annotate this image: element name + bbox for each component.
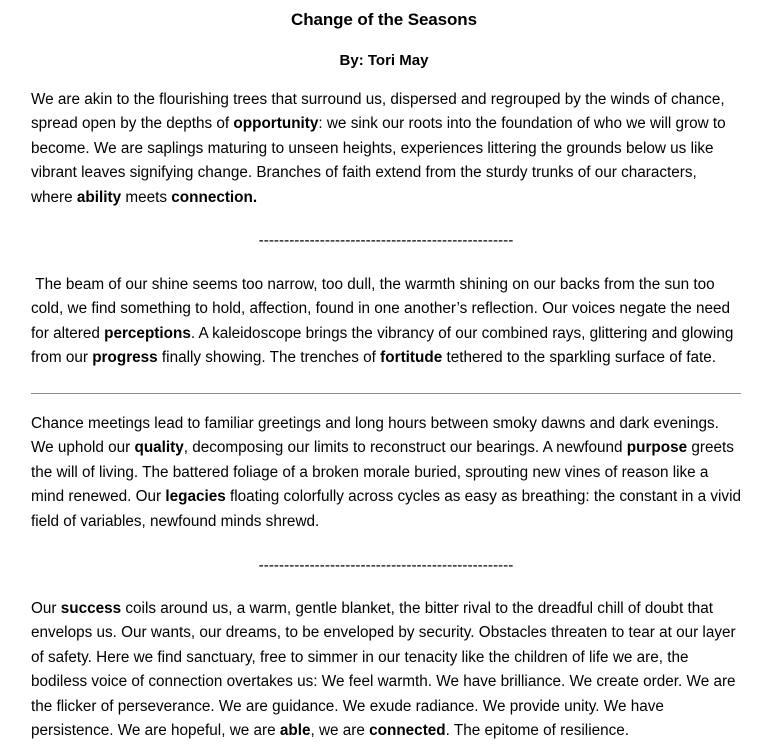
emphasis-text: able [279, 722, 311, 740]
emphasis-text: purpose [626, 439, 688, 457]
horizontal-rule [31, 393, 741, 394]
dashed-divider-2: -------------------------------------------------- [258, 557, 514, 575]
body-text: coils around us, a warm, gentle blanket, the bitter rival to the dreadful chill of doubt that envelops us. Our wants, our dreams, to be enveloped by security. Obstacles threaten to tear at our layer of safety. Here we find sanctuary, free to simmer in our tenacity like the children of life we are, the bodiless voice of connection overtakes us: We feel warmth. We have brilliance. We create order. We are the flicker of perseverance. We are guidance. We exude radiance. We provide unity. We have persistence. We are hopeful, we are [31, 599, 740, 740]
emphasis-text: fortitude [380, 349, 443, 367]
body-text: The beam of our shine seems too narrow, too dull, the warmth shining on our backs from the sun too cold, we find something to hold, affection, found in one another’s reflection. Our voices negate the need for altered [31, 275, 735, 342]
emphasis-text: ability [76, 188, 122, 206]
body-text: Chance meetings lead to familiar greetings and long hours between smoky dawns and dark evenings. We uphold our [31, 414, 724, 457]
document-byline: By: Tori May [339, 52, 429, 70]
paragraph-4 [31, 597, 741, 744]
emphasis-text: connected [369, 722, 446, 740]
emphasis-text: quality [134, 439, 184, 457]
horizontal-rule-wrapper [31, 371, 741, 412]
body-text: greets the will of living. The battered foliage of a broken morale buried, sprouting new vines of reason like a mind renewed. Our [31, 439, 739, 506]
document-body [0, 71, 768, 744]
body-text: We are akin to the flourishing trees that surround us, dispersed and regrouped by the winds of chance, spread open by the depths of [31, 90, 729, 133]
emphasis-text: opportunity [233, 115, 319, 133]
document-title: Change of the Seasons [291, 10, 477, 29]
body-text: , decomposing our limits to reconstruct our bearings. A newfound [183, 439, 627, 457]
dashed-divider-1: -------------------------------------------------- [258, 232, 514, 250]
body-text: finally showing. The trenches of [157, 349, 381, 367]
body-text: . The epitome of resilience. [445, 722, 630, 740]
body-text: floating colorfully across cycles as easy as breathing: the constant in a vivid field of variables, newfound minds shrewd. [31, 488, 746, 530]
dashed-divider-2-wrapper [31, 534, 741, 597]
body-text: tethered to the sparkling surface of fate. [442, 349, 717, 367]
emphasis-text: progress [92, 349, 158, 367]
paragraph-2 [31, 273, 741, 371]
dashed-divider-1-wrapper [31, 210, 741, 273]
body-text: meets [121, 188, 172, 206]
emphasis-text: legacies [165, 488, 226, 506]
emphasis-text: connection. [171, 188, 258, 206]
body-text: . A kaleidoscope brings the vibrancy of our combined rays, glittering and glowing from our [31, 324, 738, 367]
body-text: , we are [310, 722, 370, 740]
paragraph-1 [31, 71, 741, 211]
emphasis-text: success [60, 599, 122, 617]
emphasis-text: perceptions [104, 324, 191, 342]
body-text: : we sink our roots into the foundation of who we will grow to become. We are saplings maturing to unseen heights, experiences littering the grounds below us like vibrant leaves signifying change. Branches of faith extend from the sturdy trunks of our characters, where [31, 115, 730, 206]
body-text: Our [31, 599, 61, 617]
paragraph-3 [31, 412, 746, 535]
